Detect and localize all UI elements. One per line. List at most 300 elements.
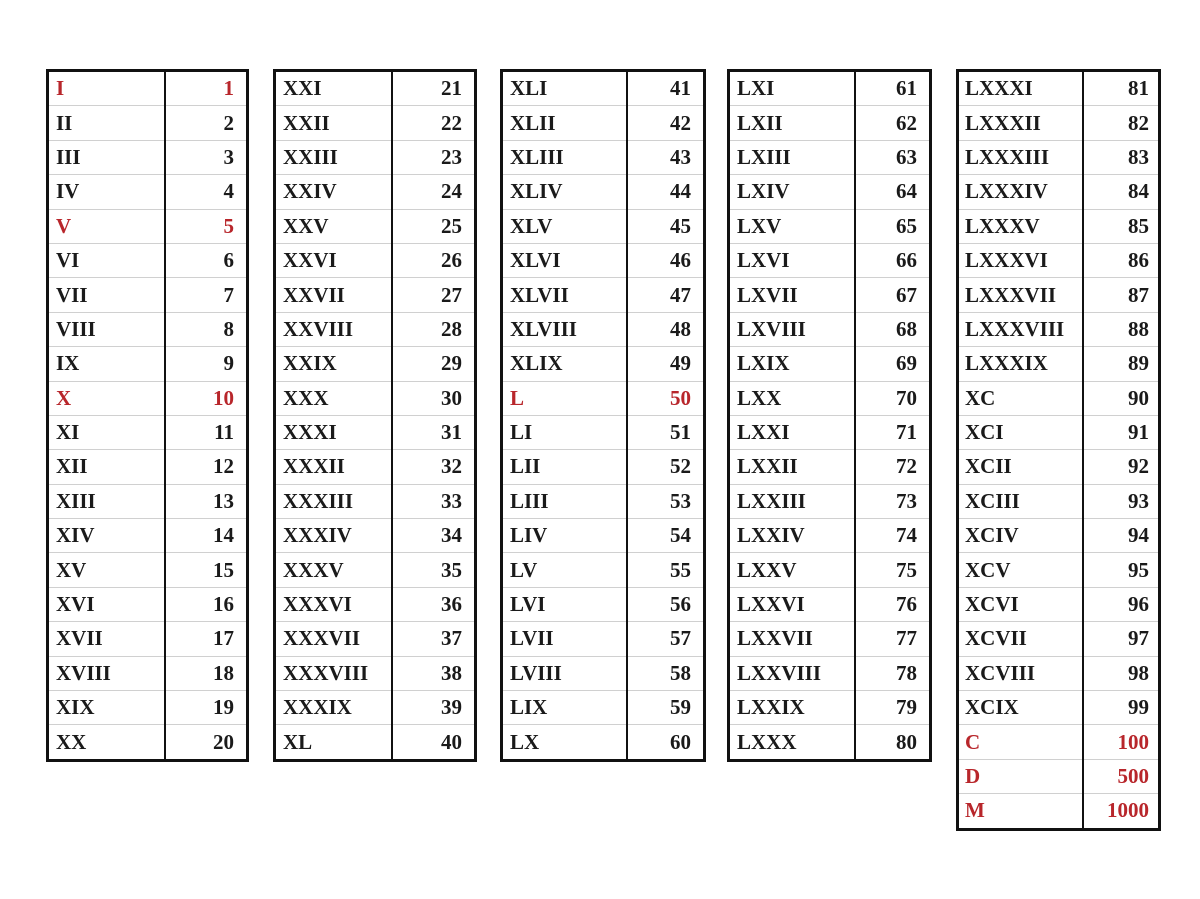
arabic-number-cell: 69: [855, 347, 931, 381]
arabic-number-cell: 17: [165, 622, 248, 656]
table-row: [729, 71, 931, 106]
arabic-number-cell: 43: [627, 140, 705, 174]
table-row: [729, 209, 931, 243]
table-row: [275, 587, 476, 621]
roman-numeral-cell: LXXV: [729, 553, 855, 587]
roman-numeral-cell: XI: [48, 415, 165, 449]
roman-numeral-cell: LXXXIV: [958, 175, 1083, 209]
arabic-number-cell: 84: [1083, 175, 1160, 209]
table-row: [502, 622, 705, 656]
roman-numeral-cell: XVII: [48, 622, 165, 656]
arabic-number-cell: 53: [627, 484, 705, 518]
roman-numeral-cell: XXXIV: [275, 519, 392, 553]
roman-numeral-cell: LVII: [502, 622, 627, 656]
arabic-number-cell: 65: [855, 209, 931, 243]
arabic-number-cell: 23: [392, 140, 476, 174]
roman-numeral-cell: XLIII: [502, 140, 627, 174]
arabic-number-cell: 66: [855, 243, 931, 277]
table-row: [958, 71, 1160, 106]
roman-numeral-cell: XIII: [48, 484, 165, 518]
arabic-number-cell: 58: [627, 656, 705, 690]
roman-numeral-cell: XXXVII: [275, 622, 392, 656]
arabic-number-cell: 38: [392, 656, 476, 690]
roman-numeral-cell: XVI: [48, 587, 165, 621]
arabic-number-cell: 33: [392, 484, 476, 518]
roman-numeral-cell: XVIII: [48, 656, 165, 690]
roman-numeral-cell: LI: [502, 415, 627, 449]
roman-numeral-cell: LXXXVI: [958, 243, 1083, 277]
roman-numeral-cell: XCVI: [958, 587, 1083, 621]
table-row: [502, 553, 705, 587]
table-row: [275, 622, 476, 656]
arabic-number-cell: 100: [1083, 725, 1160, 759]
roman-numeral-cell: XXV: [275, 209, 392, 243]
roman-numeral-cell: XXXV: [275, 553, 392, 587]
roman-numeral-cell: LXVIII: [729, 312, 855, 346]
table-row: [729, 691, 931, 725]
table-row: [275, 519, 476, 553]
arabic-number-cell: 31: [392, 415, 476, 449]
roman-numeral-cell: XXXI: [275, 415, 392, 449]
roman-numeral-cell: LXI: [729, 71, 855, 106]
table-row: [502, 656, 705, 690]
table-row: [958, 106, 1160, 140]
roman-numeral-cell: XCIX: [958, 691, 1083, 725]
arabic-number-cell: 42: [627, 106, 705, 140]
table-row: [48, 622, 248, 656]
roman-numeral-cell: XXVIII: [275, 312, 392, 346]
table-row: [48, 140, 248, 174]
arabic-number-cell: 97: [1083, 622, 1160, 656]
roman-numeral-cell: XLIX: [502, 347, 627, 381]
arabic-number-cell: 28: [392, 312, 476, 346]
roman-numeral-cell: LX: [502, 725, 627, 760]
arabic-number-cell: 74: [855, 519, 931, 553]
table-row: [275, 106, 476, 140]
table-row: [958, 553, 1160, 587]
roman-numeral-cell: LXXXVII: [958, 278, 1083, 312]
roman-numeral-cell: XXVII: [275, 278, 392, 312]
table-row: [502, 484, 705, 518]
arabic-number-cell: 72: [855, 450, 931, 484]
roman-numeral-cell: XLVI: [502, 243, 627, 277]
arabic-number-cell: 54: [627, 519, 705, 553]
arabic-number-cell: 16: [165, 587, 248, 621]
table-row: [275, 691, 476, 725]
arabic-number-cell: 22: [392, 106, 476, 140]
arabic-number-cell: 95: [1083, 553, 1160, 587]
roman-numeral-cell: III: [48, 140, 165, 174]
roman-numeral-cell: LXXXII: [958, 106, 1083, 140]
arabic-number-cell: 14: [165, 519, 248, 553]
table-row: [502, 415, 705, 449]
arabic-number-cell: 1: [165, 71, 248, 106]
table-row: [275, 243, 476, 277]
roman-numeral-cell: LXXXV: [958, 209, 1083, 243]
arabic-number-cell: 82: [1083, 106, 1160, 140]
arabic-number-cell: 70: [855, 381, 931, 415]
arabic-number-cell: 41: [627, 71, 705, 106]
table-row: [729, 622, 931, 656]
roman-numeral-cell: XCI: [958, 415, 1083, 449]
roman-numeral-cell: LXXX: [729, 725, 855, 760]
arabic-number-cell: 27: [392, 278, 476, 312]
table-row: [275, 140, 476, 174]
table-row: [958, 278, 1160, 312]
arabic-number-cell: 21: [392, 71, 476, 106]
table-row: [729, 450, 931, 484]
arabic-number-cell: 48: [627, 312, 705, 346]
roman-numeral-cell: XLIV: [502, 175, 627, 209]
arabic-number-cell: 57: [627, 622, 705, 656]
arabic-number-cell: 9: [165, 347, 248, 381]
table-row: [275, 553, 476, 587]
roman-numeral-cell: LVIII: [502, 656, 627, 690]
roman-numeral-cell: XCVIII: [958, 656, 1083, 690]
table-row: [48, 278, 248, 312]
roman-numeral-cell: XX: [48, 725, 165, 760]
table-row: [958, 622, 1160, 656]
roman-numeral-cell: XLI: [502, 71, 627, 106]
roman-numeral-cell: XLII: [502, 106, 627, 140]
arabic-number-cell: 98: [1083, 656, 1160, 690]
roman-numeral-cell: X: [48, 381, 165, 415]
roman-numeral-cell: XCVII: [958, 622, 1083, 656]
numeral-table-5: [956, 69, 1161, 831]
arabic-number-cell: 77: [855, 622, 931, 656]
arabic-number-cell: 51: [627, 415, 705, 449]
table-row: [502, 243, 705, 277]
arabic-number-cell: 88: [1083, 312, 1160, 346]
arabic-number-cell: 59: [627, 691, 705, 725]
arabic-number-cell: 24: [392, 175, 476, 209]
roman-numeral-cell: XIV: [48, 519, 165, 553]
arabic-number-cell: 39: [392, 691, 476, 725]
table-row: [502, 450, 705, 484]
roman-numeral-cell: IX: [48, 347, 165, 381]
roman-numeral-cell: LIV: [502, 519, 627, 553]
table-row: [729, 278, 931, 312]
arabic-number-cell: 13: [165, 484, 248, 518]
table-row: [48, 725, 248, 760]
table-row: [958, 794, 1160, 829]
table-row: [502, 140, 705, 174]
table-row: [958, 519, 1160, 553]
table-row: [502, 312, 705, 346]
arabic-number-cell: 18: [165, 656, 248, 690]
table-row: [275, 175, 476, 209]
table-row: [729, 347, 931, 381]
roman-numeral-cell: LXII: [729, 106, 855, 140]
roman-numeral-cell: VII: [48, 278, 165, 312]
arabic-number-cell: 11: [165, 415, 248, 449]
table-row: [48, 656, 248, 690]
arabic-number-cell: 79: [855, 691, 931, 725]
arabic-number-cell: 86: [1083, 243, 1160, 277]
arabic-number-cell: 56: [627, 587, 705, 621]
roman-numeral-cell: XLVII: [502, 278, 627, 312]
roman-numeral-cell: LXIV: [729, 175, 855, 209]
roman-numeral-cell: XXII: [275, 106, 392, 140]
arabic-number-cell: 3: [165, 140, 248, 174]
arabic-number-cell: 81: [1083, 71, 1160, 106]
table-row: [502, 691, 705, 725]
roman-numeral-cell: LXVII: [729, 278, 855, 312]
arabic-number-cell: 80: [896, 729, 917, 754]
roman-numeral-cell: LXIII: [729, 140, 855, 174]
roman-numeral-cell: XL: [275, 725, 392, 760]
roman-numeral-cell: C: [958, 725, 1083, 759]
arabic-number-cell: 1000: [1107, 798, 1149, 823]
arabic-number-cell: 26: [392, 243, 476, 277]
roman-numeral-cell: XXI: [275, 71, 392, 106]
arabic-number-cell: 52: [627, 450, 705, 484]
table-row: [958, 312, 1160, 346]
arabic-number-cell: 75: [855, 553, 931, 587]
arabic-number-cell: 5: [165, 209, 248, 243]
roman-numeral-cell: LXXI: [729, 415, 855, 449]
table-row: [958, 381, 1160, 415]
table-row: [502, 381, 705, 415]
arabic-number-cell: 78: [855, 656, 931, 690]
roman-numeral-cell: LXXII: [729, 450, 855, 484]
arabic-number-cell: 50: [627, 381, 705, 415]
table-row: [48, 347, 248, 381]
roman-numeral-cell: LII: [502, 450, 627, 484]
table-row: [275, 725, 476, 760]
arabic-number-cell: 90: [1083, 381, 1160, 415]
table-row: [958, 243, 1160, 277]
arabic-number-cell: 55: [627, 553, 705, 587]
roman-numeral-cell: XXXII: [275, 450, 392, 484]
arabic-number-cell: 60: [670, 729, 691, 754]
roman-numeral-cell: LIX: [502, 691, 627, 725]
roman-numeral-cell: IV: [48, 175, 165, 209]
roman-numeral-cell: LXXXVIII: [958, 312, 1083, 346]
arabic-number-cell: 35: [392, 553, 476, 587]
arabic-number-cell: 99: [1083, 691, 1160, 725]
table-row: [275, 381, 476, 415]
table-row: [48, 381, 248, 415]
table-row: [48, 484, 248, 518]
table-row: [48, 312, 248, 346]
arabic-number-cell: 4: [165, 175, 248, 209]
table-row: [729, 175, 931, 209]
arabic-number-cell: 40: [441, 729, 462, 754]
arabic-number-cell: 93: [1083, 484, 1160, 518]
table-row: [958, 691, 1160, 725]
roman-numeral-cell: LXXIV: [729, 519, 855, 553]
table-row: [502, 725, 705, 760]
arabic-number-cell: 37: [392, 622, 476, 656]
table-row: [729, 553, 931, 587]
roman-numeral-cell: LXVI: [729, 243, 855, 277]
table-row: [48, 553, 248, 587]
roman-numeral-cell: XCII: [958, 450, 1083, 484]
arabic-number-cell: 76: [855, 587, 931, 621]
table-row: [502, 347, 705, 381]
roman-numeral-cell: V: [48, 209, 165, 243]
roman-numeral-cell: LXXXI: [958, 71, 1083, 106]
roman-numeral-cell: XCIV: [958, 519, 1083, 553]
arabic-number-cell: 30: [392, 381, 476, 415]
roman-numeral-cell: LXXXIX: [958, 347, 1083, 381]
roman-numeral-cell: LXIX: [729, 347, 855, 381]
table-row: [275, 312, 476, 346]
arabic-number-cell: 96: [1083, 587, 1160, 621]
arabic-number-cell: 67: [855, 278, 931, 312]
table-row: [502, 175, 705, 209]
roman-numeral-cell: LXXIII: [729, 484, 855, 518]
roman-numeral-cell: XXVI: [275, 243, 392, 277]
arabic-number-cell: 62: [855, 106, 931, 140]
table-row: [48, 71, 248, 106]
roman-numeral-cell: XCIII: [958, 484, 1083, 518]
arabic-number-cell: 44: [627, 175, 705, 209]
arabic-number-cell: 45: [627, 209, 705, 243]
arabic-number-cell: 46: [627, 243, 705, 277]
table-row: [958, 175, 1160, 209]
roman-numeral-cell: I: [48, 71, 165, 106]
table-row: [48, 587, 248, 621]
roman-numeral-cell: L: [502, 381, 627, 415]
roman-numeral-cell: XIX: [48, 691, 165, 725]
roman-numeral-cell: XXIV: [275, 175, 392, 209]
table-row: [958, 450, 1160, 484]
roman-numeral-cell: LXXXIII: [958, 140, 1083, 174]
table-row: [958, 415, 1160, 449]
arabic-number-cell: 49: [627, 347, 705, 381]
arabic-number-cell: 8: [165, 312, 248, 346]
arabic-number-cell: 15: [165, 553, 248, 587]
table-row: [502, 278, 705, 312]
arabic-number-cell: 2: [165, 106, 248, 140]
table-row: [729, 656, 931, 690]
arabic-number-cell: 20: [213, 729, 234, 754]
arabic-number-cell: 85: [1083, 209, 1160, 243]
table-row: [729, 312, 931, 346]
table-row: [958, 140, 1160, 174]
arabic-number-cell: 36: [392, 587, 476, 621]
table-row: [958, 656, 1160, 690]
arabic-number-cell: 71: [855, 415, 931, 449]
arabic-number-cell: 73: [855, 484, 931, 518]
arabic-number-cell: 92: [1083, 450, 1160, 484]
table-row: [958, 484, 1160, 518]
table-row: [48, 450, 248, 484]
roman-numeral-cell: LXXVI: [729, 587, 855, 621]
table-row: [729, 243, 931, 277]
roman-numeral-cell: LIII: [502, 484, 627, 518]
arabic-number-cell: 83: [1083, 140, 1160, 174]
arabic-number-cell: 91: [1083, 415, 1160, 449]
table-row: [958, 209, 1160, 243]
numeral-table-2: [273, 69, 477, 762]
table-row: [275, 450, 476, 484]
arabic-number-cell: 89: [1083, 347, 1160, 381]
roman-numeral-cell: XXX: [275, 381, 392, 415]
roman-numeral-cell: VIII: [48, 312, 165, 346]
table-row: [502, 587, 705, 621]
arabic-number-cell: 19: [165, 691, 248, 725]
roman-numeral-cell: XII: [48, 450, 165, 484]
table-row: [729, 381, 931, 415]
table-row: [729, 587, 931, 621]
table-row: [275, 71, 476, 106]
table-row: [729, 140, 931, 174]
roman-numeral-cell: D: [958, 759, 1083, 793]
arabic-number-cell: 32: [392, 450, 476, 484]
roman-numeral-cell: LXXVIII: [729, 656, 855, 690]
table-row: [48, 106, 248, 140]
table-row: [958, 725, 1160, 759]
table-row: [275, 415, 476, 449]
roman-numeral-cell: LXXVII: [729, 622, 855, 656]
table-row: [275, 209, 476, 243]
table-row: [729, 415, 931, 449]
table-row: [275, 347, 476, 381]
table-row: [48, 243, 248, 277]
roman-numeral-cell: LXXIX: [729, 691, 855, 725]
arabic-number-cell: 29: [392, 347, 476, 381]
table-row: [502, 209, 705, 243]
arabic-number-cell: 47: [627, 278, 705, 312]
table-row: [958, 587, 1160, 621]
arabic-number-cell: 12: [165, 450, 248, 484]
roman-numeral-cell: M: [958, 794, 1083, 829]
roman-numeral-cell: II: [48, 106, 165, 140]
roman-numeral-cell: XXXVIII: [275, 656, 392, 690]
arabic-number-cell: 61: [855, 71, 931, 106]
arabic-number-cell: 68: [855, 312, 931, 346]
table-row: [48, 209, 248, 243]
roman-numeral-cell: VI: [48, 243, 165, 277]
arabic-number-cell: 87: [1083, 278, 1160, 312]
roman-numeral-cell: LXX: [729, 381, 855, 415]
table-row: [729, 106, 931, 140]
table-row: [502, 71, 705, 106]
roman-numeral-cell: XXXVI: [275, 587, 392, 621]
arabic-number-cell: 34: [392, 519, 476, 553]
roman-numeral-cell: XCV: [958, 553, 1083, 587]
table-row: [958, 347, 1160, 381]
roman-numeral-cell: XC: [958, 381, 1083, 415]
arabic-number-cell: 64: [855, 175, 931, 209]
table-row: [958, 759, 1160, 793]
roman-numeral-cell: LVI: [502, 587, 627, 621]
arabic-number-cell: 7: [165, 278, 248, 312]
table-row: [502, 519, 705, 553]
numeral-table-3: [500, 69, 706, 762]
table-row: [729, 725, 931, 760]
roman-numeral-cell: XXXIX: [275, 691, 392, 725]
arabic-number-cell: 500: [1083, 759, 1160, 793]
roman-numeral-cell: XV: [48, 553, 165, 587]
table-row: [502, 106, 705, 140]
roman-numeral-cell: LXV: [729, 209, 855, 243]
table-row: [729, 484, 931, 518]
table-row: [48, 175, 248, 209]
table-row: [275, 278, 476, 312]
numeral-table-1: [46, 69, 249, 762]
arabic-number-cell: 25: [392, 209, 476, 243]
arabic-number-cell: 63: [855, 140, 931, 174]
roman-numeral-cell: XLV: [502, 209, 627, 243]
arabic-number-cell: 10: [165, 381, 248, 415]
numeral-table-4: [727, 69, 932, 762]
table-row: [48, 691, 248, 725]
table-row: [275, 656, 476, 690]
